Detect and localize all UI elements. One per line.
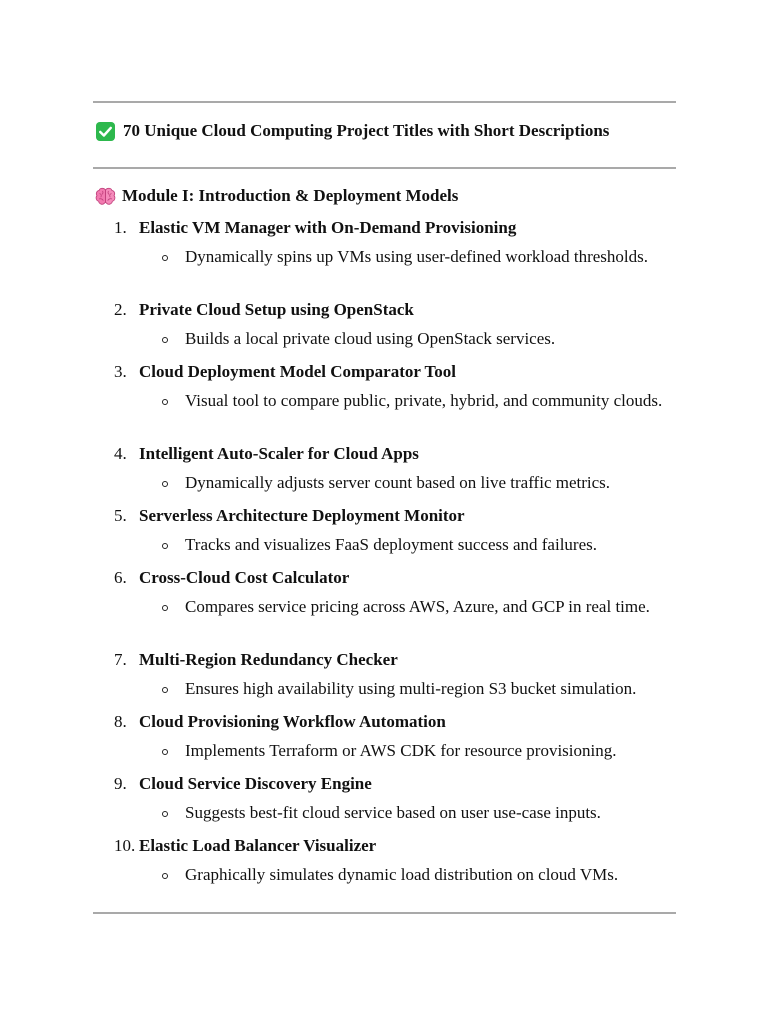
document-title: 70 Unique Cloud Computing Project Titles with Short Descriptions: [123, 121, 610, 140]
module-heading: Module I: Introduction & Deployment Models: [122, 186, 459, 205]
circle-bullet-icon: [162, 399, 168, 405]
item-title: Intelligent Auto-Scaler for Cloud Apps: [139, 444, 419, 463]
item-number: 10.: [114, 836, 136, 855]
list-item: [93, 565, 676, 647]
item-number: 9.: [114, 774, 127, 793]
item-number: 3.: [114, 362, 127, 381]
item-number: 7.: [114, 650, 127, 669]
item-description: Builds a local private cloud using OpenStack services.: [185, 329, 556, 348]
list-item: [93, 833, 676, 895]
item-description: Tracks and visualizes FaaS deployment success and failures.: [185, 535, 598, 554]
item-title: Multi-Region Redundancy Checker: [139, 650, 398, 669]
document-title-row: [96, 119, 609, 143]
circle-bullet-icon: [162, 605, 168, 611]
project-list: [93, 215, 676, 895]
list-item: [93, 359, 676, 441]
circle-bullet-icon: [162, 811, 168, 817]
list-item: [93, 647, 676, 709]
list-item: [93, 771, 676, 833]
list-item: [93, 215, 676, 297]
list-item: [93, 503, 676, 565]
item-number: 6.: [114, 568, 127, 587]
circle-bullet-icon: [162, 749, 168, 755]
item-title: Cloud Provisioning Workflow Automation: [139, 712, 446, 731]
item-description: Visual tool to compare public, private, hybrid, and community clouds.: [185, 391, 663, 410]
item-description: Suggests best-fit cloud service based on user use-case inputs.: [185, 803, 601, 822]
item-description: Dynamically adjusts server count based on live traffic metrics.: [185, 473, 611, 492]
item-title: Private Cloud Setup using OpenStack: [139, 300, 414, 319]
item-number: 1.: [114, 218, 127, 237]
circle-bullet-icon: [162, 481, 168, 487]
list-item: [93, 709, 676, 771]
item-title: Cloud Service Discovery Engine: [139, 774, 372, 793]
list-item: [93, 297, 676, 359]
item-number: 2.: [114, 300, 127, 319]
module-heading-row: [95, 184, 458, 208]
item-title: Cloud Deployment Model Comparator Tool: [139, 362, 457, 381]
item-title: Cross-Cloud Cost Calculator: [139, 568, 350, 587]
document-page: [93, 0, 676, 1024]
circle-bullet-icon: [162, 687, 168, 693]
circle-bullet-icon: [162, 255, 168, 261]
item-description: Implements Terraform or AWS CDK for resource provisioning.: [185, 741, 617, 760]
circle-bullet-icon: [162, 543, 168, 549]
title-divider: [93, 167, 676, 169]
check-mark-button-icon: [96, 122, 115, 141]
list-item: [93, 441, 676, 503]
item-number: 8.: [114, 712, 127, 731]
item-description: Graphically simulates dynamic load distribution on cloud VMs.: [185, 865, 619, 884]
circle-bullet-icon: [162, 337, 168, 343]
item-number: 5.: [114, 506, 127, 525]
item-number: 4.: [114, 444, 127, 463]
item-description: Ensures high availability using multi-region S3 bucket simulation.: [185, 679, 637, 698]
item-title: Elastic Load Balancer Visualizer: [139, 836, 377, 855]
item-title: Elastic VM Manager with On-Demand Provisioning: [139, 218, 517, 237]
brain-icon: [95, 187, 116, 206]
top-divider: [93, 101, 676, 103]
item-title: Serverless Architecture Deployment Monitor: [139, 506, 465, 525]
item-description: Dynamically spins up VMs using user-defined workload thresholds.: [185, 247, 649, 266]
item-description: Compares service pricing across AWS, Azure, and GCP in real time.: [185, 597, 650, 616]
bottom-divider: [93, 912, 676, 914]
circle-bullet-icon: [162, 873, 168, 879]
